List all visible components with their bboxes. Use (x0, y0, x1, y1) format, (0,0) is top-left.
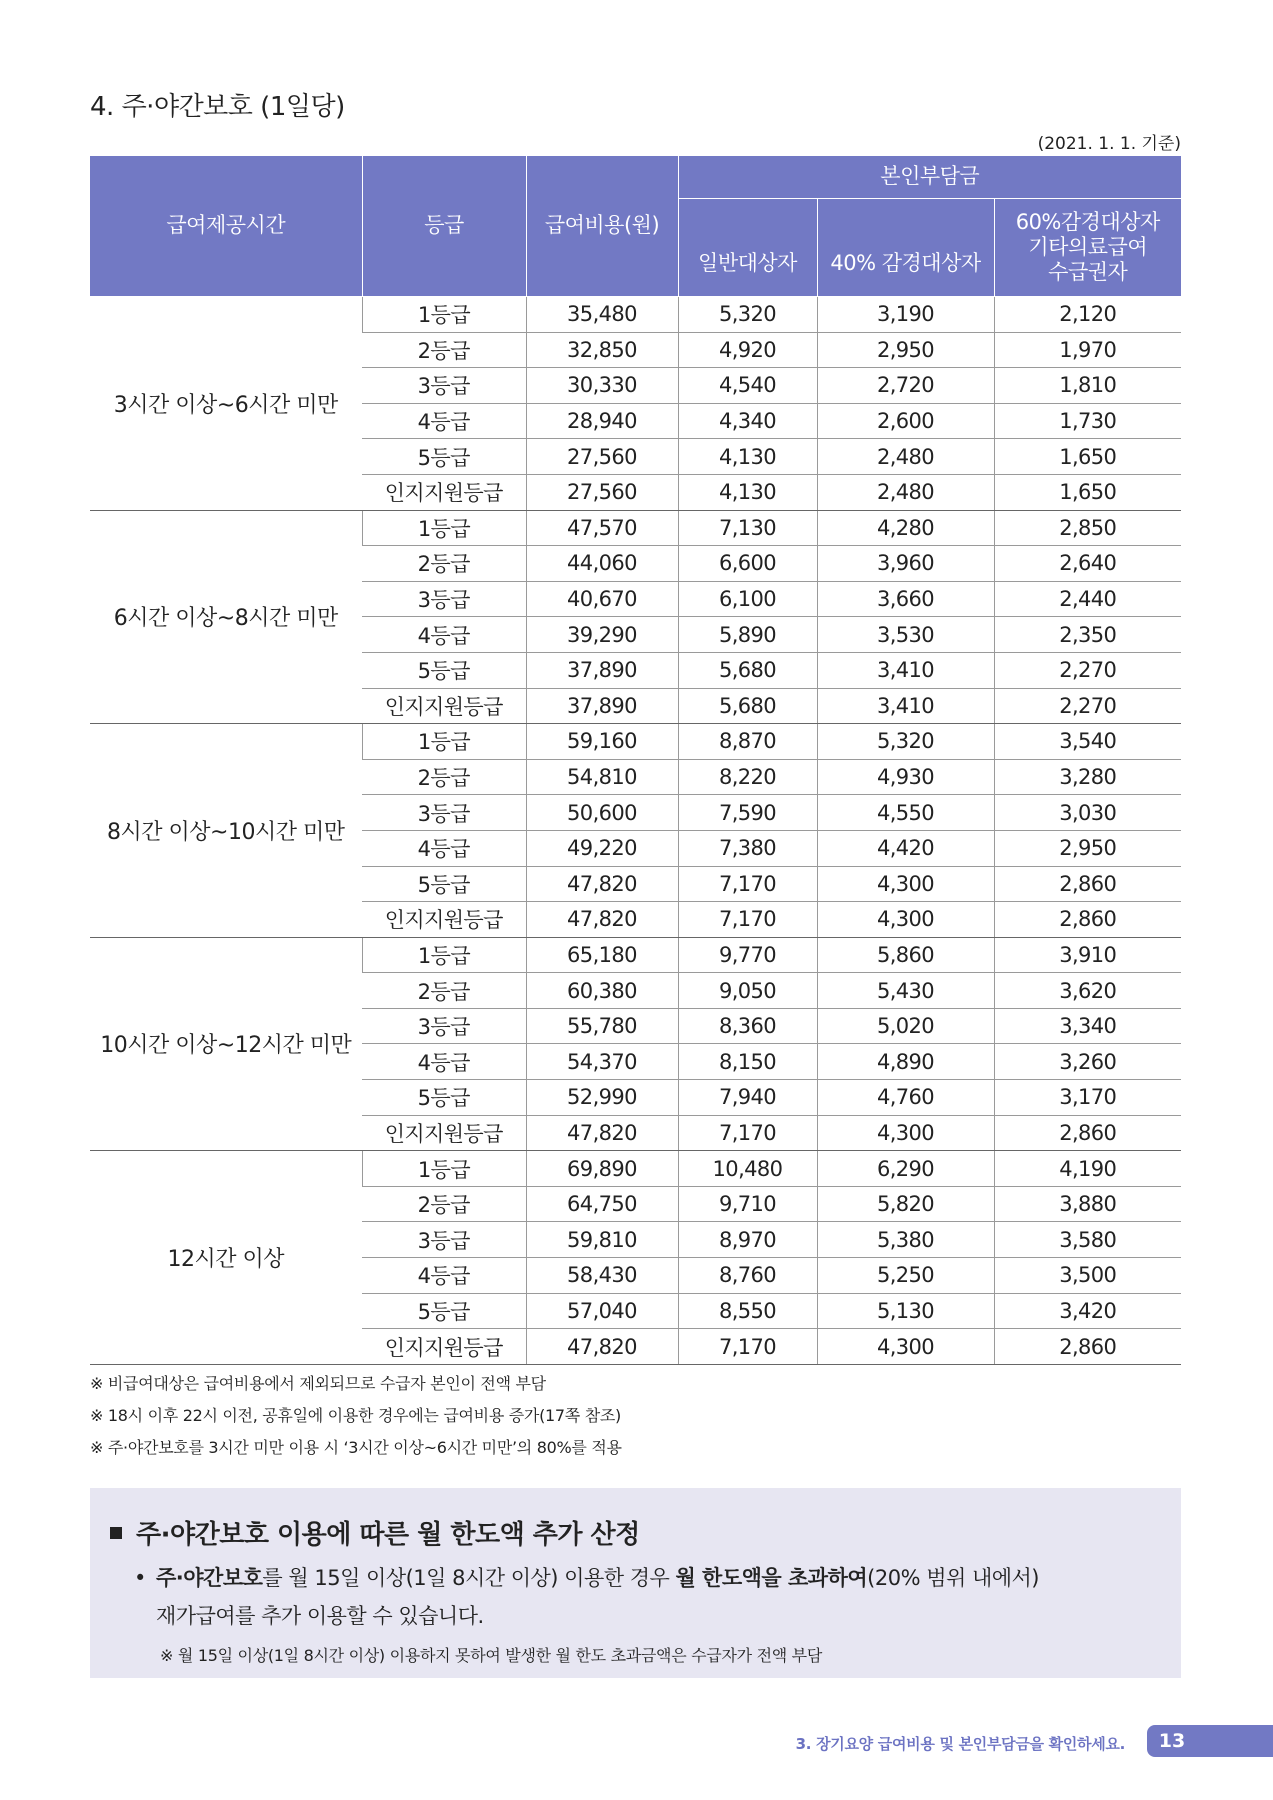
general-copay-cell: 6,600 (678, 546, 817, 582)
info-box-title-text: 주·야간보호 이용에 따른 월 한도액 추가 산정 (136, 1520, 640, 1550)
grade-cell: 1등급 (362, 297, 526, 333)
grade-cell: 4등급 (362, 830, 526, 866)
grade-cell: 4등급 (362, 1044, 526, 1080)
reduced40-copay-cell: 3,410 (817, 652, 994, 688)
header-reduced60-line2: 기타의료급여 (1028, 234, 1148, 259)
grade-cell: 2등급 (362, 759, 526, 795)
reduced60-copay-cell: 3,170 (994, 1080, 1181, 1116)
grade-cell: 1등급 (362, 1151, 526, 1187)
grade-cell: 3등급 (362, 1008, 526, 1044)
general-copay-cell: 10,480 (678, 1151, 817, 1187)
reduced40-copay-cell: 5,130 (817, 1293, 994, 1329)
time-group-label: 3시간 이상~6시간 미만 (90, 297, 362, 511)
reduced40-copay-cell: 6,290 (817, 1151, 994, 1187)
general-copay-cell: 7,380 (678, 830, 817, 866)
info-text-1: 를 월 15일 이상(1일 8시간 이상) 이용한 경우 (262, 1566, 676, 1590)
header-reduced60-line3: 수급권자 (1048, 260, 1128, 285)
reduced40-copay-cell: 4,760 (817, 1080, 994, 1116)
reduced40-copay-cell: 3,660 (817, 581, 994, 617)
time-group-label: 10시간 이상~12시간 미만 (90, 937, 362, 1151)
reduced40-copay-cell: 4,930 (817, 759, 994, 795)
cost-cell: 49,220 (526, 830, 678, 866)
general-copay-cell: 8,550 (678, 1293, 817, 1329)
reduced60-copay-cell: 3,280 (994, 759, 1181, 795)
reduced40-copay-cell: 4,890 (817, 1044, 994, 1080)
reduced40-copay-cell: 4,300 (817, 866, 994, 902)
grade-cell: 3등급 (362, 795, 526, 831)
info-text-2: (20% 범위 내에서) (867, 1566, 1039, 1590)
reduced40-copay-cell: 4,280 (817, 510, 994, 546)
reduced60-copay-cell: 1,810 (994, 368, 1181, 404)
cost-cell: 28,940 (526, 403, 678, 439)
reduced60-copay-cell: 3,540 (994, 724, 1181, 760)
grade-cell: 5등급 (362, 1080, 526, 1116)
reduced40-copay-cell: 4,550 (817, 795, 994, 831)
general-copay-cell: 7,130 (678, 510, 817, 546)
reduced60-copay-cell: 2,640 (994, 546, 1181, 582)
reduced40-copay-cell: 3,190 (817, 297, 994, 333)
reduced60-copay-cell: 2,120 (994, 297, 1181, 333)
grade-cell: 2등급 (362, 332, 526, 368)
reduced60-copay-cell: 1,970 (994, 332, 1181, 368)
grade-cell: 5등급 (362, 652, 526, 688)
grade-cell: 2등급 (362, 546, 526, 582)
table-row (90, 724, 1181, 760)
general-copay-cell: 6,100 (678, 581, 817, 617)
reduced60-copay-cell: 3,580 (994, 1222, 1181, 1258)
cost-cell: 47,820 (526, 902, 678, 938)
header-time: 급여제공시간 (90, 156, 362, 297)
reduced60-copay-cell: 1,650 (994, 474, 1181, 510)
grade-cell: 인지지원등급 (362, 474, 526, 510)
general-copay-cell: 9,050 (678, 973, 817, 1009)
grade-cell: 5등급 (362, 439, 526, 475)
reduced60-copay-cell: 3,500 (994, 1258, 1181, 1294)
cost-cell: 27,560 (526, 474, 678, 510)
info-box (90, 1488, 1181, 1678)
grade-cell: 1등급 (362, 510, 526, 546)
reduced40-copay-cell: 5,250 (817, 1258, 994, 1294)
info-bold-2: 월 한도액을 초과하여 (675, 1566, 868, 1590)
general-copay-cell: 7,590 (678, 795, 817, 831)
cost-cell: 60,380 (526, 973, 678, 1009)
reduced60-copay-cell: 1,730 (994, 403, 1181, 439)
cost-cell: 58,430 (526, 1258, 678, 1294)
reduced60-copay-cell: 3,340 (994, 1008, 1181, 1044)
note-3: ※ 주·야간보호를 3시간 미만 이용 시 ‘3시간 이상~6시간 미만’의 80%를 적용 (90, 1438, 622, 1457)
general-copay-cell: 8,150 (678, 1044, 817, 1080)
header-reduced60 (994, 199, 1181, 297)
general-copay-cell: 5,680 (678, 652, 817, 688)
cost-cell: 37,890 (526, 688, 678, 724)
reduced60-copay-cell: 2,440 (994, 581, 1181, 617)
notes (90, 1374, 622, 1470)
square-bullet-icon (110, 1527, 122, 1539)
reduced40-copay-cell: 5,860 (817, 937, 994, 973)
grade-cell: 인지지원등급 (362, 688, 526, 724)
general-copay-cell: 7,170 (678, 902, 817, 938)
reduced60-copay-cell: 2,350 (994, 617, 1181, 653)
table-row (90, 1151, 1181, 1187)
header-copay: 본인부담금 (678, 156, 1181, 199)
table-row (90, 510, 1181, 546)
general-copay-cell: 4,340 (678, 403, 817, 439)
cost-cell: 64,750 (526, 1186, 678, 1222)
bullet-icon: • (134, 1566, 146, 1590)
general-copay-cell: 8,220 (678, 759, 817, 795)
reduced60-copay-cell: 2,860 (994, 866, 1181, 902)
grade-cell: 5등급 (362, 1293, 526, 1329)
reduced60-copay-cell: 2,270 (994, 652, 1181, 688)
reduced40-copay-cell: 5,430 (817, 973, 994, 1009)
reduced40-copay-cell: 2,600 (817, 403, 994, 439)
grade-cell: 4등급 (362, 403, 526, 439)
reduced60-copay-cell: 2,860 (994, 1329, 1181, 1365)
general-copay-cell: 4,920 (678, 332, 817, 368)
cost-cell: 55,780 (526, 1008, 678, 1044)
reduced40-copay-cell: 2,480 (817, 439, 994, 475)
general-copay-cell: 8,970 (678, 1222, 817, 1258)
general-copay-cell: 8,870 (678, 724, 817, 760)
reduced40-copay-cell: 3,410 (817, 688, 994, 724)
general-copay-cell: 9,710 (678, 1186, 817, 1222)
general-copay-cell: 5,320 (678, 297, 817, 333)
grade-cell: 2등급 (362, 973, 526, 1009)
reduced40-copay-cell: 5,820 (817, 1186, 994, 1222)
cost-cell: 50,600 (526, 795, 678, 831)
general-copay-cell: 7,170 (678, 1115, 817, 1151)
grade-cell: 1등급 (362, 937, 526, 973)
grade-cell: 3등급 (362, 1222, 526, 1258)
table-row (90, 937, 1181, 973)
grade-cell: 2등급 (362, 1186, 526, 1222)
grade-cell: 5등급 (362, 866, 526, 902)
cost-cell: 32,850 (526, 332, 678, 368)
reduced40-copay-cell: 3,960 (817, 546, 994, 582)
grade-cell: 인지지원등급 (362, 1115, 526, 1151)
cost-cell: 59,160 (526, 724, 678, 760)
reduced60-copay-cell: 3,620 (994, 973, 1181, 1009)
cost-cell: 57,040 (526, 1293, 678, 1329)
reduced60-copay-cell: 2,270 (994, 688, 1181, 724)
general-copay-cell: 7,940 (678, 1080, 817, 1116)
general-copay-cell: 8,360 (678, 1008, 817, 1044)
general-copay-cell: 9,770 (678, 937, 817, 973)
reduced40-copay-cell: 4,300 (817, 902, 994, 938)
reduced40-copay-cell: 4,300 (817, 1115, 994, 1151)
header-cost: 급여비용(원) (526, 156, 678, 297)
reduced60-copay-cell: 2,850 (994, 510, 1181, 546)
general-copay-cell: 7,170 (678, 866, 817, 902)
reduced60-copay-cell: 2,860 (994, 902, 1181, 938)
grade-cell: 3등급 (362, 581, 526, 617)
grade-cell: 인지지원등급 (362, 1329, 526, 1365)
page-title: 4. 주·야간보호 (1일당) (90, 92, 345, 122)
reduced40-copay-cell: 2,950 (817, 332, 994, 368)
info-box-note: ※ 월 15일 이상(1일 8시간 이상) 이용하지 못하여 발생한 월 한도 초과금액은 수급자가 전액 부담 (160, 1646, 822, 1665)
reduced40-copay-cell: 5,380 (817, 1222, 994, 1258)
info-box-title (110, 1514, 640, 1551)
cost-cell: 54,810 (526, 759, 678, 795)
header-grade: 등급 (362, 156, 526, 297)
reduced40-copay-cell: 5,020 (817, 1008, 994, 1044)
cost-cell: 47,820 (526, 1329, 678, 1365)
general-copay-cell: 4,540 (678, 368, 817, 404)
fee-table-body (90, 297, 1181, 1365)
cost-cell: 69,890 (526, 1151, 678, 1187)
header-reduced60-line1: 60%감경대상자 (1015, 209, 1160, 234)
grade-cell: 4등급 (362, 1258, 526, 1294)
reduced40-copay-cell: 4,300 (817, 1329, 994, 1365)
cost-cell: 44,060 (526, 546, 678, 582)
info-bold-1: 주·야간보호 (156, 1566, 263, 1590)
grade-cell: 4등급 (362, 617, 526, 653)
cost-cell: 37,890 (526, 652, 678, 688)
general-copay-cell: 8,760 (678, 1258, 817, 1294)
cost-cell: 47,820 (526, 1115, 678, 1151)
reduced40-copay-cell: 2,480 (817, 474, 994, 510)
info-text-line2: 재가급여를 추가 이용할 수 있습니다. (156, 1604, 484, 1628)
reduced40-copay-cell: 4,420 (817, 830, 994, 866)
reduced60-copay-cell: 3,030 (994, 795, 1181, 831)
cost-cell: 65,180 (526, 937, 678, 973)
note-1: ※ 비급여대상은 급여비용에서 제외되므로 수급자 본인이 전액 부담 (90, 1374, 546, 1393)
cost-cell: 54,370 (526, 1044, 678, 1080)
general-copay-cell: 4,130 (678, 439, 817, 475)
grade-cell: 3등급 (362, 368, 526, 404)
reduced40-copay-cell: 3,530 (817, 617, 994, 653)
cost-cell: 40,670 (526, 581, 678, 617)
header-general: 일반대상자 (678, 199, 817, 297)
info-box-body (134, 1559, 1154, 1635)
reduced60-copay-cell: 2,950 (994, 830, 1181, 866)
table-row (90, 297, 1181, 333)
time-group-label: 12시간 이상 (90, 1151, 362, 1365)
cost-cell: 27,560 (526, 439, 678, 475)
reduced60-copay-cell: 3,420 (994, 1293, 1181, 1329)
time-group-label: 6시간 이상~8시간 미만 (90, 510, 362, 724)
cost-cell: 39,290 (526, 617, 678, 653)
cost-cell: 47,570 (526, 510, 678, 546)
reduced60-copay-cell: 3,880 (994, 1186, 1181, 1222)
cost-cell: 35,480 (526, 297, 678, 333)
reduced60-copay-cell: 3,260 (994, 1044, 1181, 1080)
cost-cell: 59,810 (526, 1222, 678, 1258)
footer-section-title: 3. 장기요양 급여비용 및 본인부담금을 확인하세요. (795, 1735, 1125, 1753)
basis-date: (2021. 1. 1. 기준) (1037, 134, 1181, 154)
fee-table (90, 155, 1181, 1365)
note-2: ※ 18시 이후 22시 이전, 공휴일에 이용한 경우에는 급여비용 증가(17쪽 참조) (90, 1406, 621, 1425)
time-group-label: 8시간 이상~10시간 미만 (90, 724, 362, 938)
cost-cell: 30,330 (526, 368, 678, 404)
reduced60-copay-cell: 4,190 (994, 1151, 1181, 1187)
general-copay-cell: 7,170 (678, 1329, 817, 1365)
cost-cell: 52,990 (526, 1080, 678, 1116)
reduced60-copay-cell: 1,650 (994, 439, 1181, 475)
reduced40-copay-cell: 2,720 (817, 368, 994, 404)
reduced60-copay-cell: 2,860 (994, 1115, 1181, 1151)
reduced60-copay-cell: 3,910 (994, 937, 1181, 973)
general-copay-cell: 5,680 (678, 688, 817, 724)
grade-cell: 1등급 (362, 724, 526, 760)
cost-cell: 47,820 (526, 866, 678, 902)
grade-cell: 인지지원등급 (362, 902, 526, 938)
header-reduced40: 40% 감경대상자 (817, 199, 994, 297)
page-number: 13 (1158, 1730, 1186, 1752)
general-copay-cell: 5,890 (678, 617, 817, 653)
general-copay-cell: 4,130 (678, 474, 817, 510)
reduced40-copay-cell: 5,320 (817, 724, 994, 760)
